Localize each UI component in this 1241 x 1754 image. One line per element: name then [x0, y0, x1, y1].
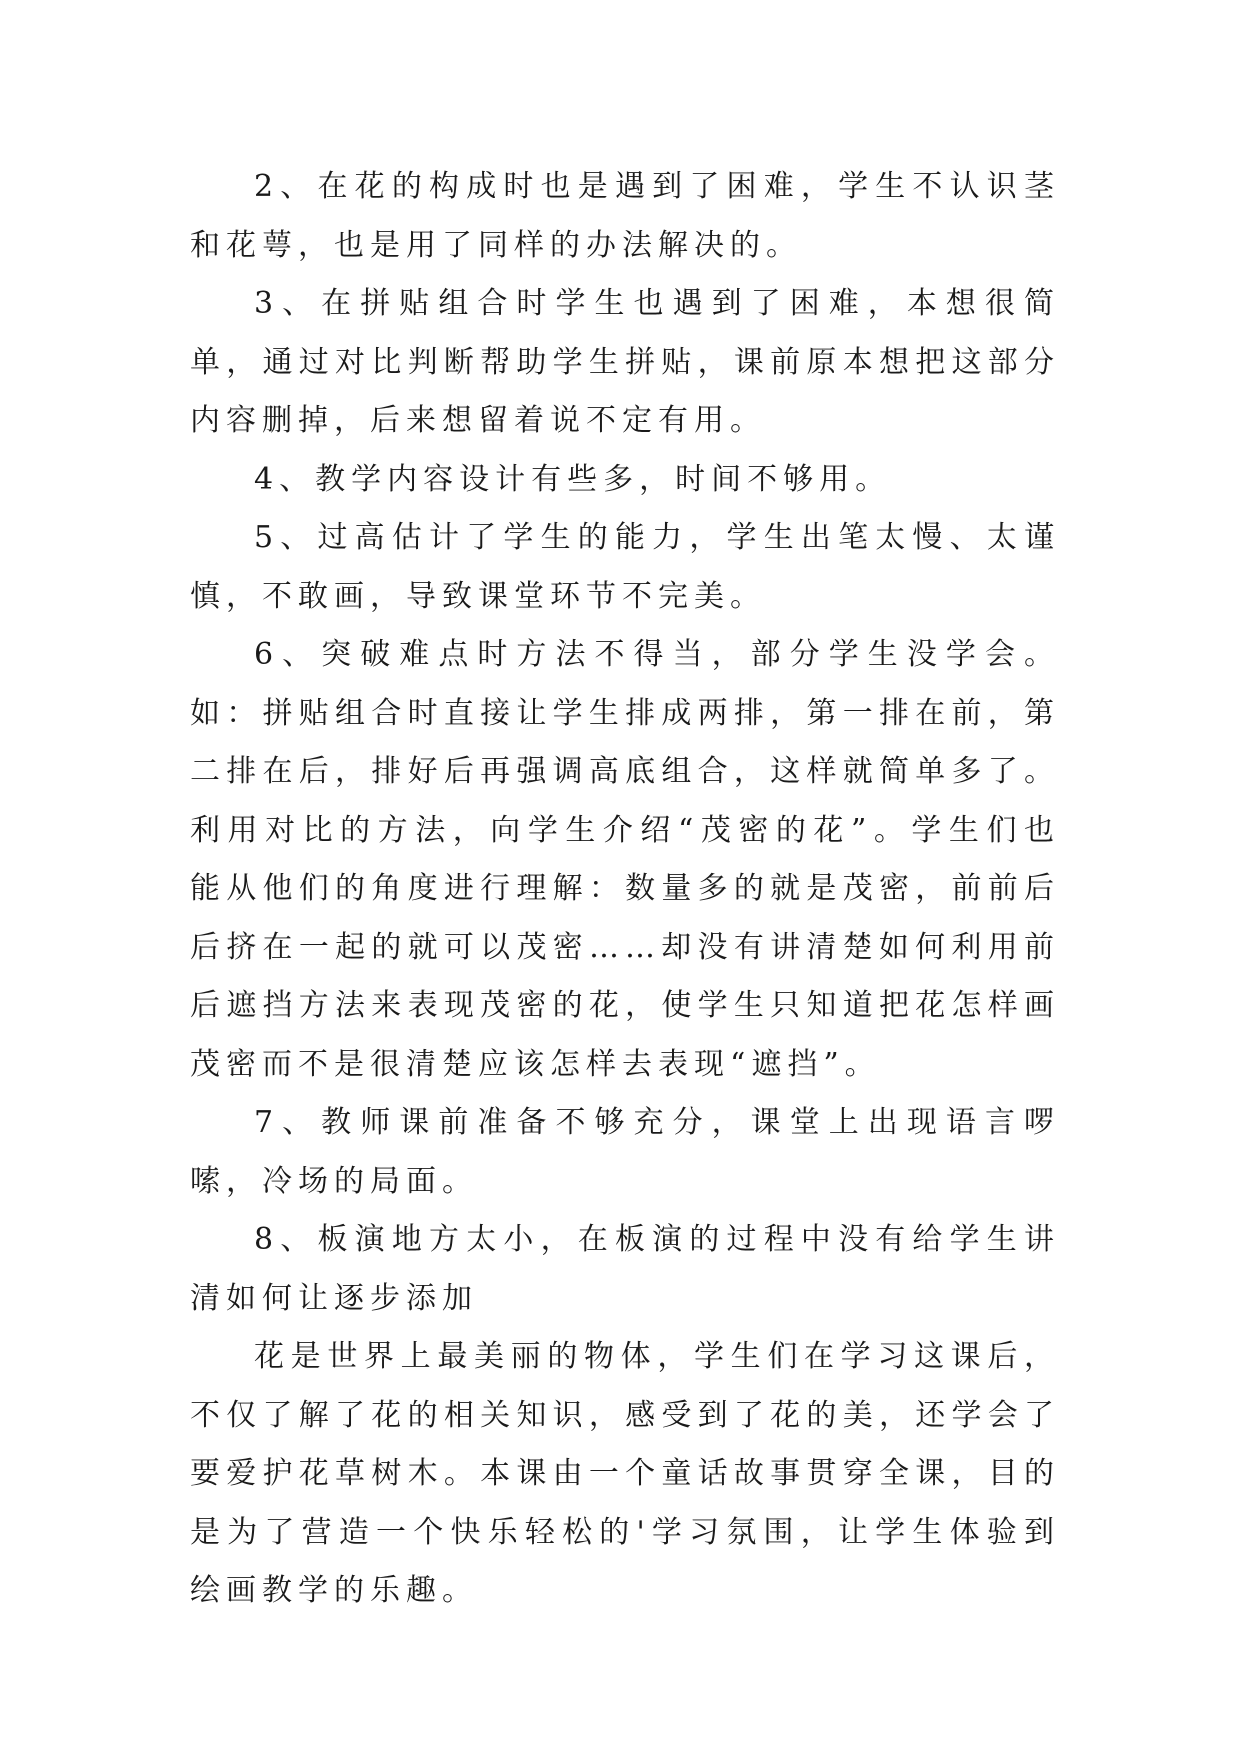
document-body: [190, 158, 1060, 1621]
paragraph-item-6: 6、突破难点时方法不得当，部分学生没学会。如：拼贴组合时直接让学生排成两排，第一排在前，第二排在后，排好后再强调高底组合，这样就简单多了。利用对比的方法，向学生介绍“茂密的花”。学生们也能从他们的角度进行理解：数量多的就是茂密，前前后后挤在一起的就可以茂密……却没有讲清楚如何利用前后遮挡方法来表现茂密的花，使学生只知道把花怎样画茂密而不是很清楚应该怎样去表现“遮挡”。: [190, 637, 1060, 1082]
paragraph-item-5: 5、过高估计了学生的能力，学生出笔太慢、太谨慎，不敢画，导致课堂环节不完美。: [190, 520, 1060, 614]
paragraph-item-3: 3、在拼贴组合时学生也遇到了困难，本想很简单，通过对比判断帮助学生拼贴，课前原本想把这部分内容删掉，后来想留着说不定有用。: [190, 286, 1060, 438]
paragraph-item-4: 4、教学内容设计有些多，时间不够用。: [254, 461, 892, 497]
paragraph-item-7: 7、教师课前准备不够充分，课堂上出现语言啰嗦，冷场的局面。: [190, 1105, 1060, 1199]
paragraph-item-8: 8、板演地方太小，在板演的过程中没有给学生讲清如何让逐步添加: [190, 1222, 1060, 1316]
paragraph-item-2: 2、在花的构成时也是遇到了困难，学生不认识茎和花萼，也是用了同样的办法解决的。: [190, 169, 1060, 263]
paragraph-summary: 花是世界上最美丽的物体，学生们在学习这课后，不仅了解了花的相关知识，感受到了花的美，还学会了要爱护花草树木。本课由一个童话故事贯穿全课，目的是为了营造一个快乐轻松的'学习氛围，让学生体验到绘画教学的乐趣。: [190, 1339, 1060, 1608]
